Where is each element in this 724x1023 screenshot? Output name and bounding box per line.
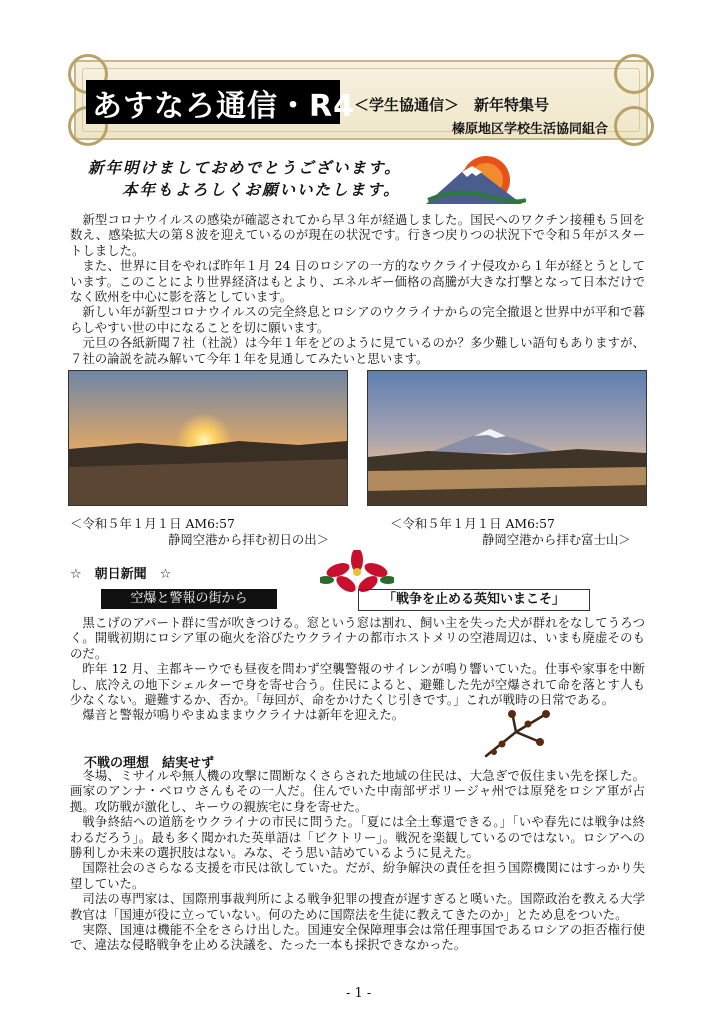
article-section-2	[70, 768, 645, 953]
mount-fuji-photo	[367, 370, 647, 506]
article-paragraph: 実際、国連は機能不全をさらけ出した。国連安全保障理事会は常任理事国であるロシアの拒否権行使で、違法な侵略戦争を止める決議を、たった一本も採択できなかった。	[70, 922, 645, 953]
photo-caption-1-line-1: ＜令和５年１月１日 AM6:57	[70, 516, 235, 531]
newsletter-subtitle: ＜学生協通信＞ 新年特集号	[354, 96, 550, 114]
ornament-icon	[614, 54, 654, 94]
intro-paragraph: また、世界に目をやれば昨年１月 24 日のロシアの一方的なウクライナ侵攻から１年が経とうとしています。このことにより世界経済はもとより、エネルギー価格の高騰が大きな打撃となって日本だけでなく欧州を中心に影を落としています。	[70, 258, 645, 305]
photo-caption-2-line-1: ＜令和５年１月１日 AM6:57	[390, 516, 555, 531]
article-paragraph: 黒こげのアパート群に雪が吹きつける。窓という窓は割れ、飼い主を失った犬が群れをなしてうろつく。開戦初期にロシア軍の砲火を浴びたウクライナの都市ホストメリの空港周辺は、いまも廃虚そのものだ。	[70, 615, 645, 661]
intro-paragraph: 新しい年が新型コロナウイルスの完全終息とロシアのウクライナからの完全撤退と世界中が平和で暮らしやすい世の中になることを切に願います。	[70, 304, 645, 335]
article-headline: 「戦争を止める英知いまこそ」	[358, 589, 590, 611]
greeting-line-1: 新年明けましておめでとうございます。	[88, 158, 402, 177]
source-heading: ☆ 朝日新聞 ☆	[70, 567, 172, 582]
article-label: 空爆と警報の街から	[101, 589, 277, 609]
article-paragraph: 昨年 12 月、主都キーウでも昼夜を問わず空襲警報のサイレンが鳴り響いていた。仕事や家事を中断し、底冷えの地下シェルターで身を寄せ合う。住民によると、避難した先が空爆されて命を落とす人も少なくない。避難するか、否か。「毎回が、命をかけたくじ引きです。」これが戦時の日常である。	[70, 661, 645, 708]
article-section-1	[70, 615, 645, 723]
greeting-line-2: 本年もよろしくお願いいたします。	[122, 180, 401, 199]
intro-paragraph: 新型コロナウイルスの感染が確認されてから早３年が経過しました。国民へのワクチン接種も５回を数え、感染拡大の第８波を迎えているのが現在の状況です。行きつ戻りつの状況下で令和５年がスタートしました。	[70, 212, 645, 258]
article-subheading: 不戦の理想 結実せず	[84, 756, 215, 771]
photo-caption-1-line-2: 静岡空港から拝む初日の出＞	[168, 532, 330, 547]
page-number: - 1 -	[346, 986, 372, 1001]
article-paragraph: 冬場、ミサイルや無人機の攻撃に間断なくさらされた地域の住民は、大急ぎで仮住まい先を探した。画家のアンナ・ベロウさんもその一人だ。住んでいた中南部ザポリージャ州では原発をロシア軍が占拠。攻防戦が激化し、キーウの親族宅に身を寄せた。	[70, 768, 645, 814]
article-paragraph: 国際社会のさらなる支援を市民は欲していた。だが、紛争解決の責任を担う国際機関にはすっかり失望していた。	[70, 860, 645, 891]
article-paragraph: 爆音と警報が鳴りやまぬままウクライナは新年を迎えた。	[82, 707, 405, 723]
photo-caption-2-line-2: 静岡空港から拝む富士山＞	[482, 532, 631, 547]
mount-fuji-sunrise-icon	[426, 150, 526, 206]
article-paragraph: 戦争終結への道筋をウクライナの市民に問うた。「夏には全土奪還できる。」「いや春先には戦争は終わるだろう」。最も多く聞かれた英単語は「ビクトリー」。戦況を楽観しているのではない。ロシアへの勝利しか未来の選択肢はない。みな、そう思い詰めているように見えた。	[70, 814, 645, 861]
intro-text	[70, 212, 645, 366]
ornament-icon	[614, 106, 654, 146]
organization-name: 榛原地区学校生活協同組合	[452, 122, 609, 137]
sunrise-photo	[68, 370, 348, 506]
intro-paragraph: 元旦の各紙新聞７社（社説）は今年１年をどのように見ているのか？多少難しい語句もありますが、７社の論説を読み解いて今年１年を見通してみたいと思います。	[70, 335, 645, 366]
plum-blossom-icon	[476, 708, 556, 760]
article-paragraph: 司法の専門家は、国際刑事裁判所による戦争犯罪の捜査が遅すぎると嘆いた。国際政治を教える大学教官は「国連が役に立っていない。何のために国際法を生徒に教えてきたのか」とため息をついた。	[70, 891, 645, 922]
newsletter-title: あすなろ通信・R4	[92, 89, 355, 124]
poinsettia-icon	[320, 550, 394, 594]
